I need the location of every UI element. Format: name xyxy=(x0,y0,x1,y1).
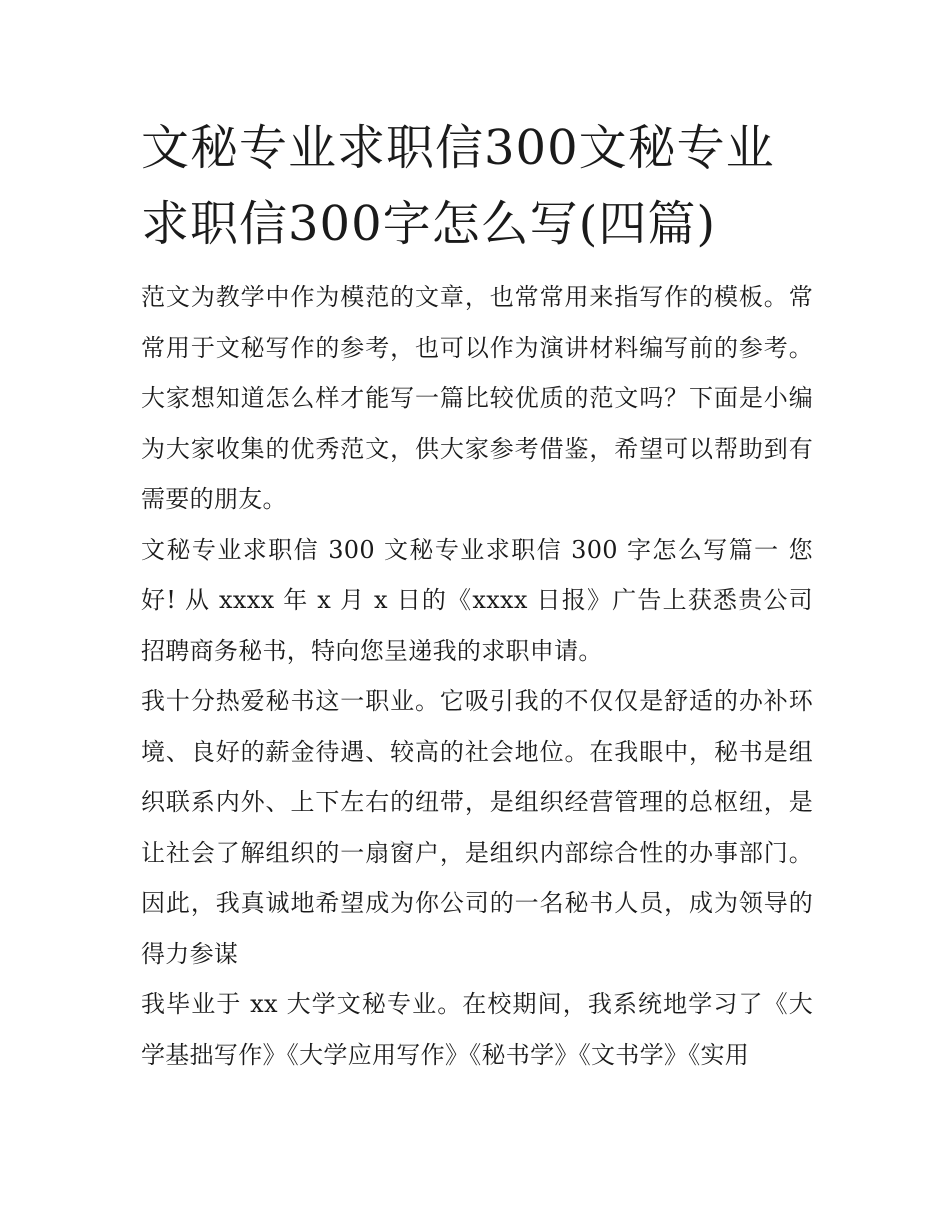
document-title: 文秘专业求职信300文秘专业求职信300字怎么写(四篇) xyxy=(141,120,775,252)
paragraph-letter-opening: 文秘专业求职信 300 文秘专业求职信 300 字怎么写篇一 您好! 从 xxxx 年 x 月 x 日的《xxxx 日报》广告上获悉贵公司招聘商务秘书，特向您呈递我的求职申请。 xyxy=(141,535,813,665)
paragraph-career-passion: 我十分热爱秘书这一职业。它吸引我的不仅仅是舒适的办补环境、良好的薪金待遇、较高的社会地位。在我眼中，秘书是组织联系内外、上下左右的纽带，是组织经营管理的总枢纽，是让社会了解组织的一扇窗户，是组织内部综合性的办事部门。因此，我真诚地希望成为你公司的一名秘书人员，成为领导的得力参谋 xyxy=(141,687,813,968)
paragraph-intro: 范文为教学中作为模范的文章，也常常用来指写作的模板。常常用于文秘写作的参考，也可以作为演讲材料编写前的参考。大家想知道怎么样才能写一篇比较优质的范文吗？下面是小编为大家收集的优秀范文，供大家参考借鉴，希望可以帮助到有需要的朋友。 xyxy=(141,283,813,513)
paragraph-education: 我毕业于 xx 大学文秘专业。在校期间，我系统地学习了《大学基拙写作》《大学应用写作》《秘书学》《文书学》《实用 xyxy=(141,990,813,1069)
document-page xyxy=(141,110,813,1080)
